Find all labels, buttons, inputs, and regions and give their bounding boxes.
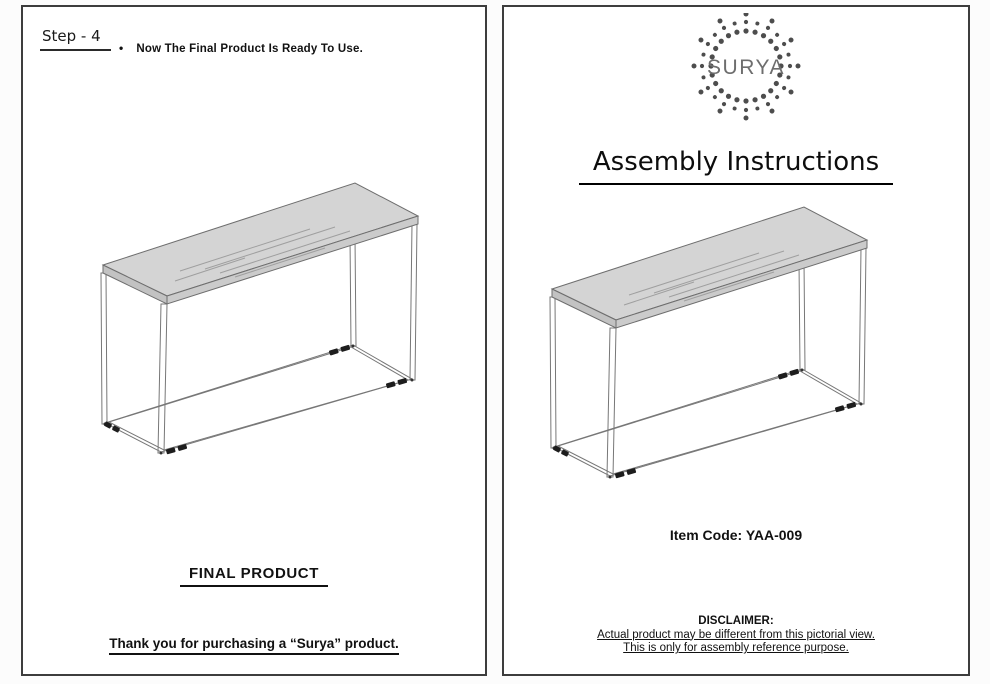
step-heading: Step - 4 — [40, 27, 111, 51]
instruction-text: Now The Final Product Is Ready To Use. — [136, 43, 363, 55]
item-code: Item Code: YAA-009 — [669, 527, 803, 543]
item-code-wrap — [504, 527, 968, 545]
thank-you-text: Thank you for purchasing a “Surya” product. — [109, 636, 399, 655]
surya-logo — [690, 13, 802, 123]
disclaimer-line-1: Actual product may be different from this pictorial view. — [597, 628, 875, 641]
console-table-illustration — [534, 197, 879, 487]
page-left — [21, 5, 487, 676]
console-table-illustration — [85, 173, 430, 463]
page-title: Assembly Instructions — [579, 147, 893, 185]
final-product-caption: FINAL PRODUCT — [180, 565, 328, 587]
logo-text: SURYA — [707, 56, 785, 79]
bullet-icon: • — [119, 41, 124, 55]
disclaimer-block — [504, 615, 968, 656]
page-right — [502, 5, 970, 676]
title-wrap — [504, 147, 968, 185]
disclaimer-heading: DISCLAIMER: — [698, 615, 774, 627]
instruction-row — [119, 41, 363, 55]
disclaimer-line-2: This is only for assembly reference purpose. — [623, 642, 849, 654]
final-product-caption-wrap — [23, 565, 485, 587]
thank-you-wrap — [23, 635, 485, 655]
